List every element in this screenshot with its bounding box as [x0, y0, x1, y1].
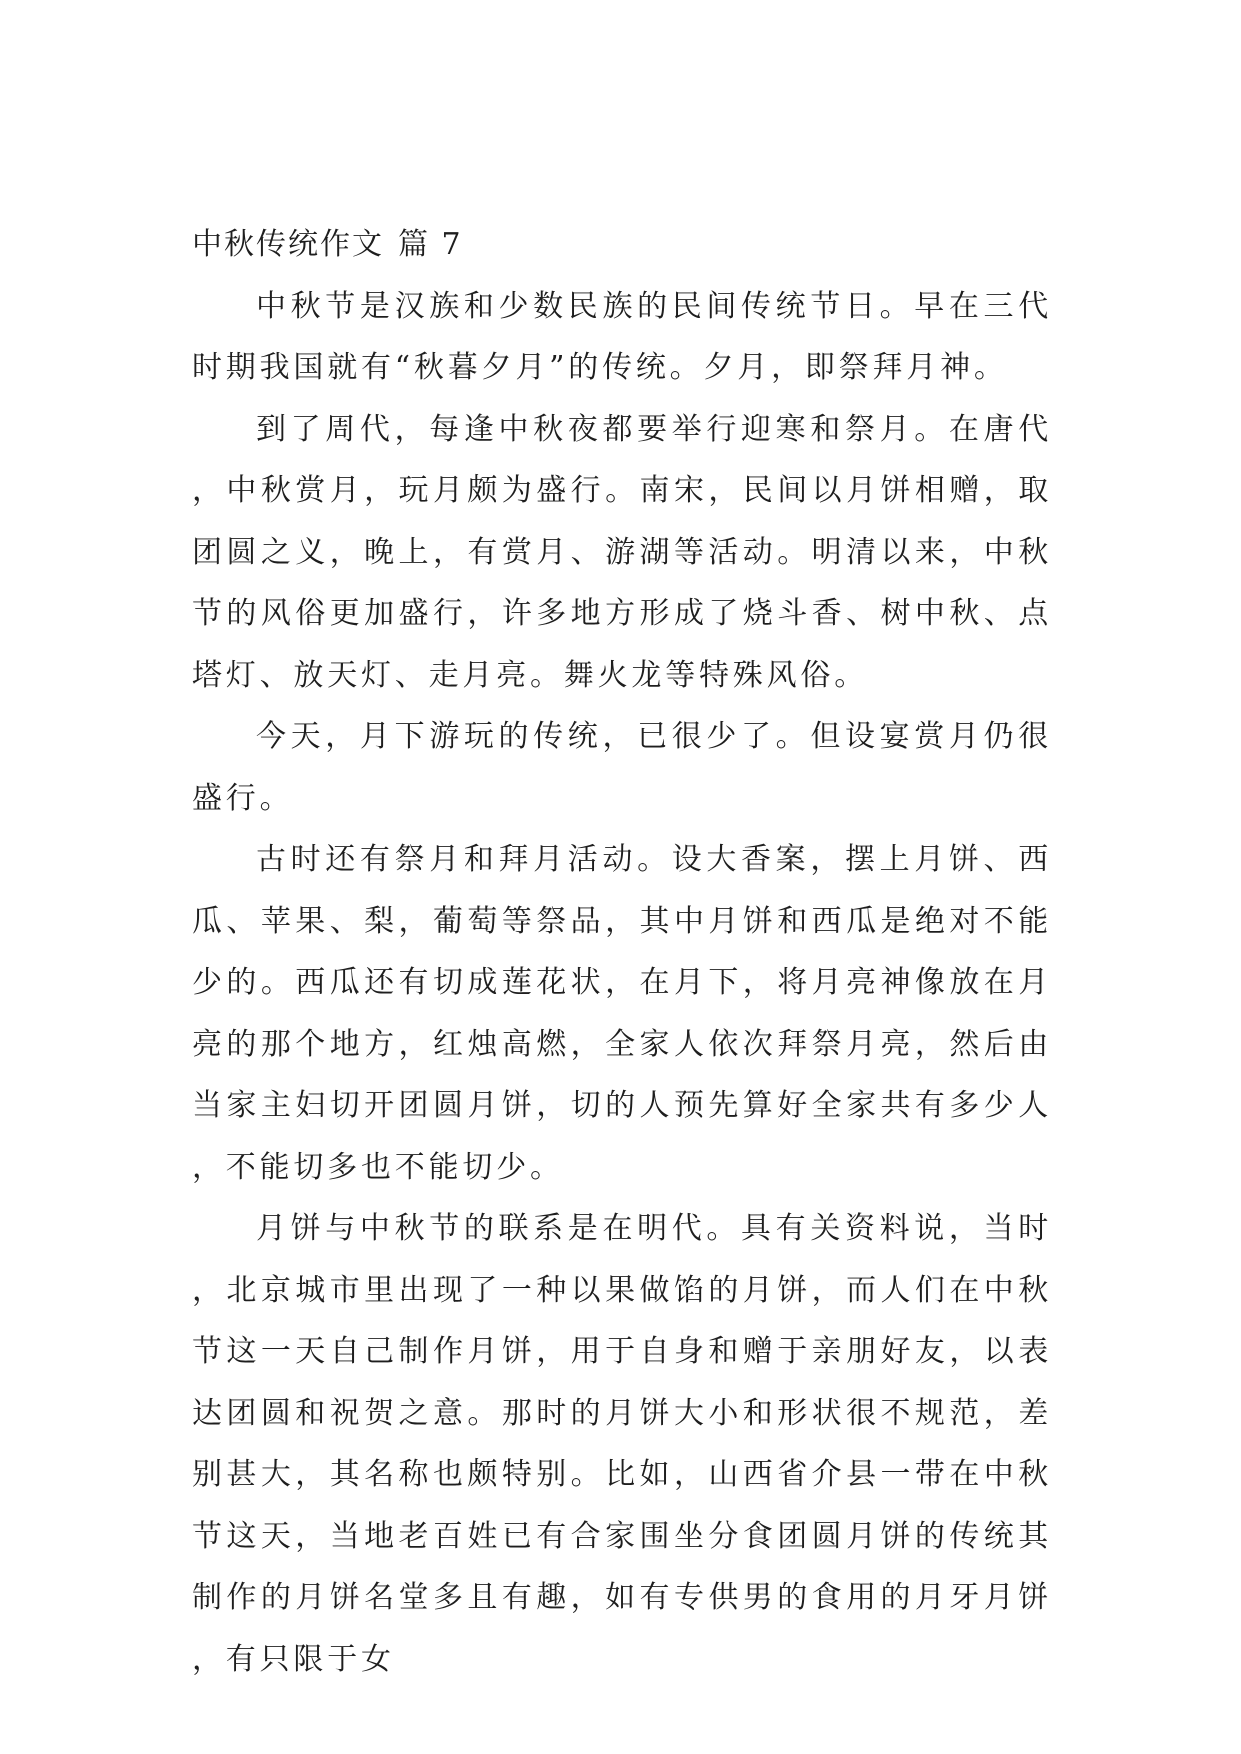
paragraph-5: 月饼与中秋节的联系是在明代。具有关资料说，当时，北京城市里出现了一种以果做馅的月饼，而人们在中秋节这一天自己制作月饼，用于自身和赠于亲朋好友，以表达团圆和祝贺之意。那时的月饼大小和形状很不规范，差别甚大，其名称也颇特别。比如，山西省介县一带在中秋节这天，当地老百姓已有合家围坐分食团圆月饼的传统其制作的月饼名堂多且有趣，如有专供男的食用的月牙月饼，有只限于女: [192, 1211, 1052, 1677]
title-text: 中秋传统作文: [192, 227, 384, 262]
document-title: [192, 214, 1052, 276]
paragraph-4: 古时还有祭月和拜月活动。设大香案，摆上月饼、西瓜、苹果、梨，葡萄等祭品，其中月饼和西瓜是绝对不能少的。西瓜还有切成莲花状，在月下，将月亮神像放在月亮的那个地方，红烛高燃，全家人依次拜祭月亮，然后由当家主妇切开团圆月饼，切的人预先算好全家共有多少人，不能切多也不能切少。: [192, 842, 1052, 1185]
section-label: 篇 7: [398, 227, 463, 262]
paragraph-2: 到了周代，每逢中秋夜都要举行迎寒和祭月。在唐代，中秋赏月，玩月颇为盛行。南宋，民间以月饼相赠，取团圆之义，晚上，有赏月、游湖等活动。明清以来，中秋节的风俗更加盛行，许多地方形成了烧斗香、树中秋、点塔灯、放天灯、走月亮。舞火龙等特殊风俗。: [192, 411, 1052, 693]
paragraph-1: 中秋节是汉族和少数民族的民间传统节日。早在三代时期我国就有“秋暮夕月”的传统。夕月，即祭拜月神。: [192, 288, 1052, 385]
paragraph-3: 今天，月下游玩的传统，已很少了。但设宴赏月仍很盛行。: [192, 719, 1052, 816]
document-body: [192, 214, 1052, 1690]
